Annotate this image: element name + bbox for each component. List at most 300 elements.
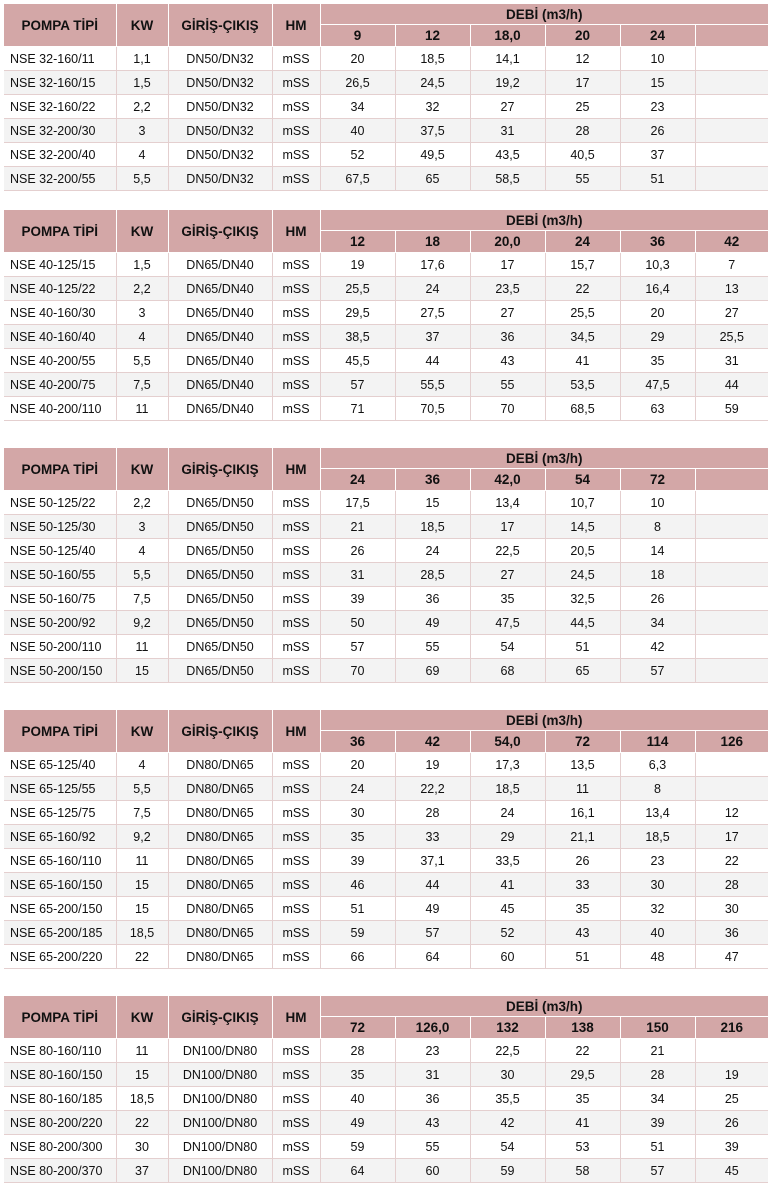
- head-value: [695, 563, 768, 587]
- head-value: 28,5: [395, 563, 470, 587]
- pump-kw: 15: [116, 873, 168, 897]
- head-value: 25: [695, 1087, 768, 1111]
- pump-model: NSE 50-125/30: [4, 515, 116, 539]
- head-value: 42: [470, 1111, 545, 1135]
- pump-model: NSE 40-200/110: [4, 397, 116, 421]
- pump-connection: DN100/DN80: [168, 1135, 272, 1159]
- head-value: 36: [470, 325, 545, 349]
- pump-unit: mSS: [272, 635, 320, 659]
- head-value: 54: [470, 1135, 545, 1159]
- head-value: 60: [470, 945, 545, 969]
- head-value: 20: [320, 753, 395, 777]
- pump-model: NSE 65-160/110: [4, 849, 116, 873]
- pump-kw: 37: [116, 1159, 168, 1183]
- head-value: 22: [695, 849, 768, 873]
- head-value: 19: [395, 753, 470, 777]
- head-value: 70: [320, 659, 395, 683]
- head-value: 25: [545, 95, 620, 119]
- head-value: 24: [395, 277, 470, 301]
- head-value: 39: [695, 1135, 768, 1159]
- flow-value-header: 138: [545, 1017, 620, 1039]
- pump-model: NSE 65-200/220: [4, 945, 116, 969]
- head-value: 18,5: [395, 515, 470, 539]
- header-flow: DEBİ (m3/h): [320, 4, 768, 25]
- pump-connection: DN80/DN65: [168, 777, 272, 801]
- pump-connection: DN100/DN80: [168, 1063, 272, 1087]
- head-value: 44,5: [545, 611, 620, 635]
- table-row: [4, 1087, 768, 1111]
- pump-connection: DN80/DN65: [168, 873, 272, 897]
- head-value: 10: [620, 491, 695, 515]
- head-value: 55: [470, 373, 545, 397]
- table-row: [4, 1039, 768, 1063]
- pump-connection: DN65/DN50: [168, 539, 272, 563]
- pump-model: NSE 40-160/30: [4, 301, 116, 325]
- flow-value-header: 150: [620, 1017, 695, 1039]
- pump-unit: mSS: [272, 325, 320, 349]
- table-row: [4, 921, 768, 945]
- head-value: 59: [320, 921, 395, 945]
- table-row: [4, 491, 768, 515]
- pump-model: NSE 65-160/150: [4, 873, 116, 897]
- head-value: 49: [395, 897, 470, 921]
- head-value: 27,5: [395, 301, 470, 325]
- head-value: 45,5: [320, 349, 395, 373]
- head-value: 43,5: [470, 143, 545, 167]
- flow-value-header: 24: [620, 25, 695, 47]
- pump-kw: 1,5: [116, 253, 168, 277]
- head-value: 17: [695, 825, 768, 849]
- table-row: [4, 753, 768, 777]
- table-row: [4, 349, 768, 373]
- head-value: 37,1: [395, 849, 470, 873]
- table-row: [4, 301, 768, 325]
- head-value: [695, 515, 768, 539]
- pump-unit: mSS: [272, 945, 320, 969]
- header-model: POMPA TİPİ: [4, 210, 116, 253]
- header-hm: HM: [272, 210, 320, 253]
- head-value: 51: [320, 897, 395, 921]
- pump-unit: mSS: [272, 849, 320, 873]
- head-value: 28: [395, 801, 470, 825]
- pump-model: NSE 32-200/40: [4, 143, 116, 167]
- head-value: 25,5: [545, 301, 620, 325]
- pump-kw: 15: [116, 897, 168, 921]
- pump-connection: DN65/DN50: [168, 587, 272, 611]
- header-model: POMPA TİPİ: [4, 996, 116, 1039]
- head-value: 34: [620, 1087, 695, 1111]
- header-kw: KW: [116, 710, 168, 753]
- pump-unit: mSS: [272, 1039, 320, 1063]
- pump-kw: 3: [116, 119, 168, 143]
- head-value: 35: [620, 349, 695, 373]
- head-value: 21,1: [545, 825, 620, 849]
- head-value: 53,5: [545, 373, 620, 397]
- pump-unit: mSS: [272, 397, 320, 421]
- header-connection: GİRİŞ-ÇIKIŞ: [168, 448, 272, 491]
- head-value: 8: [620, 777, 695, 801]
- pump-kw: 18,5: [116, 921, 168, 945]
- pump-model: NSE 80-160/150: [4, 1063, 116, 1087]
- table-row: [4, 373, 768, 397]
- table-row: [4, 563, 768, 587]
- pump-connection: DN65/DN40: [168, 253, 272, 277]
- head-value: 26,5: [320, 71, 395, 95]
- head-value: 59: [470, 1159, 545, 1183]
- head-value: [695, 47, 768, 71]
- head-value: 47,5: [620, 373, 695, 397]
- pump-connection: DN65/DN40: [168, 277, 272, 301]
- head-value: 40: [620, 921, 695, 945]
- pump-kw: 7,5: [116, 801, 168, 825]
- pump-unit: mSS: [272, 825, 320, 849]
- head-value: 22: [545, 1039, 620, 1063]
- head-value: 55: [395, 1135, 470, 1159]
- head-value: 64: [395, 945, 470, 969]
- flow-value-header: 24: [320, 469, 395, 491]
- head-value: 51: [620, 167, 695, 191]
- pump-unit: mSS: [272, 277, 320, 301]
- table-row: [4, 659, 768, 683]
- head-value: 57: [395, 921, 470, 945]
- head-value: 18,5: [395, 47, 470, 71]
- head-value: 44: [395, 349, 470, 373]
- head-value: 36: [395, 587, 470, 611]
- flow-value-header: 12: [320, 231, 395, 253]
- head-value: 37: [395, 325, 470, 349]
- flow-value-header: 9: [320, 25, 395, 47]
- head-value: 41: [545, 1111, 620, 1135]
- flow-value-header: 18: [395, 231, 470, 253]
- head-value: 24: [320, 777, 395, 801]
- head-value: 34: [320, 95, 395, 119]
- header-flow: DEBİ (m3/h): [320, 996, 768, 1017]
- head-value: 13,4: [470, 491, 545, 515]
- pump-connection: DN50/DN32: [168, 47, 272, 71]
- head-value: 48: [620, 945, 695, 969]
- pump-model: NSE 32-160/15: [4, 71, 116, 95]
- head-value: 39: [620, 1111, 695, 1135]
- pump-connection: DN65/DN40: [168, 349, 272, 373]
- pump-model: NSE 40-125/15: [4, 253, 116, 277]
- head-value: 28: [620, 1063, 695, 1087]
- head-value: 27: [470, 301, 545, 325]
- head-value: 20: [620, 301, 695, 325]
- head-value: 55: [545, 167, 620, 191]
- head-value: 23,5: [470, 277, 545, 301]
- pump-model: NSE 32-160/22: [4, 95, 116, 119]
- pump-connection: DN65/DN50: [168, 635, 272, 659]
- table-row: [4, 47, 768, 71]
- pump-unit: mSS: [272, 95, 320, 119]
- header-connection: GİRİŞ-ÇIKIŞ: [168, 710, 272, 753]
- head-value: 24,5: [545, 563, 620, 587]
- pump-connection: DN80/DN65: [168, 921, 272, 945]
- head-value: 35: [545, 1087, 620, 1111]
- pump-model: NSE 50-200/110: [4, 635, 116, 659]
- flow-value-header: 42: [695, 231, 768, 253]
- pump-model: NSE 65-125/55: [4, 777, 116, 801]
- head-value: 37,5: [395, 119, 470, 143]
- flow-value-header: 132: [470, 1017, 545, 1039]
- head-value: 34,5: [545, 325, 620, 349]
- head-value: 64: [320, 1159, 395, 1183]
- head-value: 11: [545, 777, 620, 801]
- header-kw: KW: [116, 4, 168, 47]
- table-row: [4, 801, 768, 825]
- head-value: 67,5: [320, 167, 395, 191]
- head-value: 55,5: [395, 373, 470, 397]
- head-value: 42: [620, 635, 695, 659]
- head-value: 57: [620, 1159, 695, 1183]
- pump-connection: DN65/DN50: [168, 491, 272, 515]
- table-row: [4, 897, 768, 921]
- pump-unit: mSS: [272, 143, 320, 167]
- head-value: 44: [695, 373, 768, 397]
- pump-unit: mSS: [272, 563, 320, 587]
- pump-unit: mSS: [272, 349, 320, 373]
- head-value: 51: [545, 945, 620, 969]
- head-value: 60: [395, 1159, 470, 1183]
- head-value: 33,5: [470, 849, 545, 873]
- pump-kw: 5,5: [116, 777, 168, 801]
- head-value: 53: [545, 1135, 620, 1159]
- pump-model: NSE 80-200/370: [4, 1159, 116, 1183]
- head-value: 26: [320, 539, 395, 563]
- table-row: [4, 277, 768, 301]
- head-value: 51: [620, 1135, 695, 1159]
- table-row: [4, 539, 768, 563]
- flow-value-header: [695, 25, 768, 47]
- pump-kw: 1,5: [116, 71, 168, 95]
- header-hm: HM: [272, 996, 320, 1039]
- pump-kw: 2,2: [116, 491, 168, 515]
- head-value: 57: [320, 373, 395, 397]
- head-value: 39: [320, 587, 395, 611]
- head-value: [695, 1039, 768, 1063]
- head-value: 29: [620, 325, 695, 349]
- head-value: 20: [320, 47, 395, 71]
- header-model: POMPA TİPİ: [4, 4, 116, 47]
- pump-model: NSE 65-200/185: [4, 921, 116, 945]
- pump-connection: DN65/DN40: [168, 325, 272, 349]
- head-value: 30: [695, 897, 768, 921]
- pump-kw: 15: [116, 1063, 168, 1087]
- head-value: 28: [545, 119, 620, 143]
- pump-table-2: [4, 210, 768, 421]
- pump-table-1: [4, 4, 768, 191]
- table-row: [4, 119, 768, 143]
- pump-model: NSE 80-160/110: [4, 1039, 116, 1063]
- table-row: [4, 945, 768, 969]
- head-value: 27: [695, 301, 768, 325]
- pump-connection: DN80/DN65: [168, 945, 272, 969]
- head-value: 19: [695, 1063, 768, 1087]
- head-value: 22,5: [470, 539, 545, 563]
- head-value: [695, 587, 768, 611]
- head-value: 31: [470, 119, 545, 143]
- head-value: 23: [620, 849, 695, 873]
- pump-unit: mSS: [272, 1111, 320, 1135]
- header-kw: KW: [116, 448, 168, 491]
- pump-model: NSE 50-125/22: [4, 491, 116, 515]
- head-value: 32: [620, 897, 695, 921]
- head-value: 35,5: [470, 1087, 545, 1111]
- pump-table-5: [4, 996, 768, 1183]
- pump-unit: mSS: [272, 753, 320, 777]
- flow-value-header: 42: [395, 731, 470, 753]
- pump-model: NSE 65-200/150: [4, 897, 116, 921]
- pump-connection: DN65/DN40: [168, 397, 272, 421]
- pump-model: NSE 40-200/55: [4, 349, 116, 373]
- head-value: 23: [395, 1039, 470, 1063]
- head-value: 29: [470, 825, 545, 849]
- flow-value-header: 20: [545, 25, 620, 47]
- pump-connection: DN100/DN80: [168, 1039, 272, 1063]
- table-row: [4, 777, 768, 801]
- head-value: 10,7: [545, 491, 620, 515]
- header-kw: KW: [116, 210, 168, 253]
- head-value: 30: [620, 873, 695, 897]
- head-value: 17: [470, 253, 545, 277]
- table-row: [4, 611, 768, 635]
- head-value: 13,5: [545, 753, 620, 777]
- head-value: 54: [470, 635, 545, 659]
- pump-connection: DN50/DN32: [168, 167, 272, 191]
- table-row: [4, 397, 768, 421]
- pump-table-4: [4, 710, 768, 969]
- pump-connection: DN80/DN65: [168, 897, 272, 921]
- pump-model: NSE 65-160/92: [4, 825, 116, 849]
- head-value: 35: [320, 825, 395, 849]
- head-value: 43: [470, 349, 545, 373]
- head-value: 33: [545, 873, 620, 897]
- head-value: 20,5: [545, 539, 620, 563]
- pump-kw: 22: [116, 945, 168, 969]
- head-value: 50: [320, 611, 395, 635]
- head-value: 39: [320, 849, 395, 873]
- head-value: 58,5: [470, 167, 545, 191]
- header-flow: DEBİ (m3/h): [320, 210, 768, 231]
- table-row: [4, 325, 768, 349]
- pump-kw: 15: [116, 659, 168, 683]
- pump-kw: 11: [116, 635, 168, 659]
- pump-connection: DN80/DN65: [168, 825, 272, 849]
- head-value: 28: [695, 873, 768, 897]
- head-value: 6,3: [620, 753, 695, 777]
- flow-value-header: 36: [395, 469, 470, 491]
- head-value: 15: [395, 491, 470, 515]
- head-value: 38,5: [320, 325, 395, 349]
- pump-unit: mSS: [272, 301, 320, 325]
- pump-model: NSE 40-160/40: [4, 325, 116, 349]
- table-row: [4, 635, 768, 659]
- pump-unit: mSS: [272, 1087, 320, 1111]
- head-value: 57: [320, 635, 395, 659]
- flow-value-header: 12: [395, 25, 470, 47]
- pump-connection: DN50/DN32: [168, 119, 272, 143]
- pump-connection: DN65/DN50: [168, 515, 272, 539]
- pump-unit: mSS: [272, 71, 320, 95]
- head-value: 28: [320, 1039, 395, 1063]
- table-row: [4, 1159, 768, 1183]
- head-value: 36: [695, 921, 768, 945]
- head-value: [695, 611, 768, 635]
- head-value: 26: [620, 587, 695, 611]
- pump-unit: mSS: [272, 515, 320, 539]
- pump-model: NSE 32-160/11: [4, 47, 116, 71]
- pump-unit: mSS: [272, 801, 320, 825]
- head-value: 55: [395, 635, 470, 659]
- pump-unit: mSS: [272, 1159, 320, 1183]
- head-value: 65: [545, 659, 620, 683]
- pump-unit: mSS: [272, 897, 320, 921]
- head-value: 26: [545, 849, 620, 873]
- table-row: [4, 825, 768, 849]
- head-value: [695, 71, 768, 95]
- table-row: [4, 253, 768, 277]
- head-value: 45: [695, 1159, 768, 1183]
- pump-connection: DN50/DN32: [168, 95, 272, 119]
- head-value: 43: [395, 1111, 470, 1135]
- head-value: 37: [620, 143, 695, 167]
- pump-unit: mSS: [272, 1063, 320, 1087]
- pump-unit: mSS: [272, 659, 320, 683]
- head-value: 52: [470, 921, 545, 945]
- head-value: 59: [320, 1135, 395, 1159]
- head-value: 21: [320, 515, 395, 539]
- head-value: 25,5: [695, 325, 768, 349]
- pump-kw: 2,2: [116, 95, 168, 119]
- pump-model: NSE 80-160/185: [4, 1087, 116, 1111]
- pump-model: NSE 40-125/22: [4, 277, 116, 301]
- head-value: 46: [320, 873, 395, 897]
- pump-kw: 3: [116, 515, 168, 539]
- flow-value-header: 42,0: [470, 469, 545, 491]
- pump-model: NSE 50-200/92: [4, 611, 116, 635]
- head-value: 68: [470, 659, 545, 683]
- head-value: 57: [620, 659, 695, 683]
- pump-connection: DN50/DN32: [168, 143, 272, 167]
- head-value: 10: [620, 47, 695, 71]
- pump-kw: 11: [116, 397, 168, 421]
- header-hm: HM: [272, 4, 320, 47]
- pump-connection: DN100/DN80: [168, 1159, 272, 1183]
- header-connection: GİRİŞ-ÇIKIŞ: [168, 4, 272, 47]
- head-value: 12: [545, 47, 620, 71]
- table-row: [4, 1111, 768, 1135]
- head-value: 35: [470, 587, 545, 611]
- head-value: 32: [395, 95, 470, 119]
- head-value: 31: [395, 1063, 470, 1087]
- head-value: 18,5: [620, 825, 695, 849]
- head-value: 66: [320, 945, 395, 969]
- head-value: 26: [695, 1111, 768, 1135]
- head-value: 35: [545, 897, 620, 921]
- pump-unit: mSS: [272, 491, 320, 515]
- pump-kw: 4: [116, 753, 168, 777]
- flow-value-header: 20,0: [470, 231, 545, 253]
- head-value: 68,5: [545, 397, 620, 421]
- pump-kw: 5,5: [116, 349, 168, 373]
- table-row: [4, 167, 768, 191]
- head-value: 69: [395, 659, 470, 683]
- head-value: 47,5: [470, 611, 545, 635]
- head-value: 31: [695, 349, 768, 373]
- pump-unit: mSS: [272, 611, 320, 635]
- head-value: 40: [320, 1087, 395, 1111]
- head-value: 17: [545, 71, 620, 95]
